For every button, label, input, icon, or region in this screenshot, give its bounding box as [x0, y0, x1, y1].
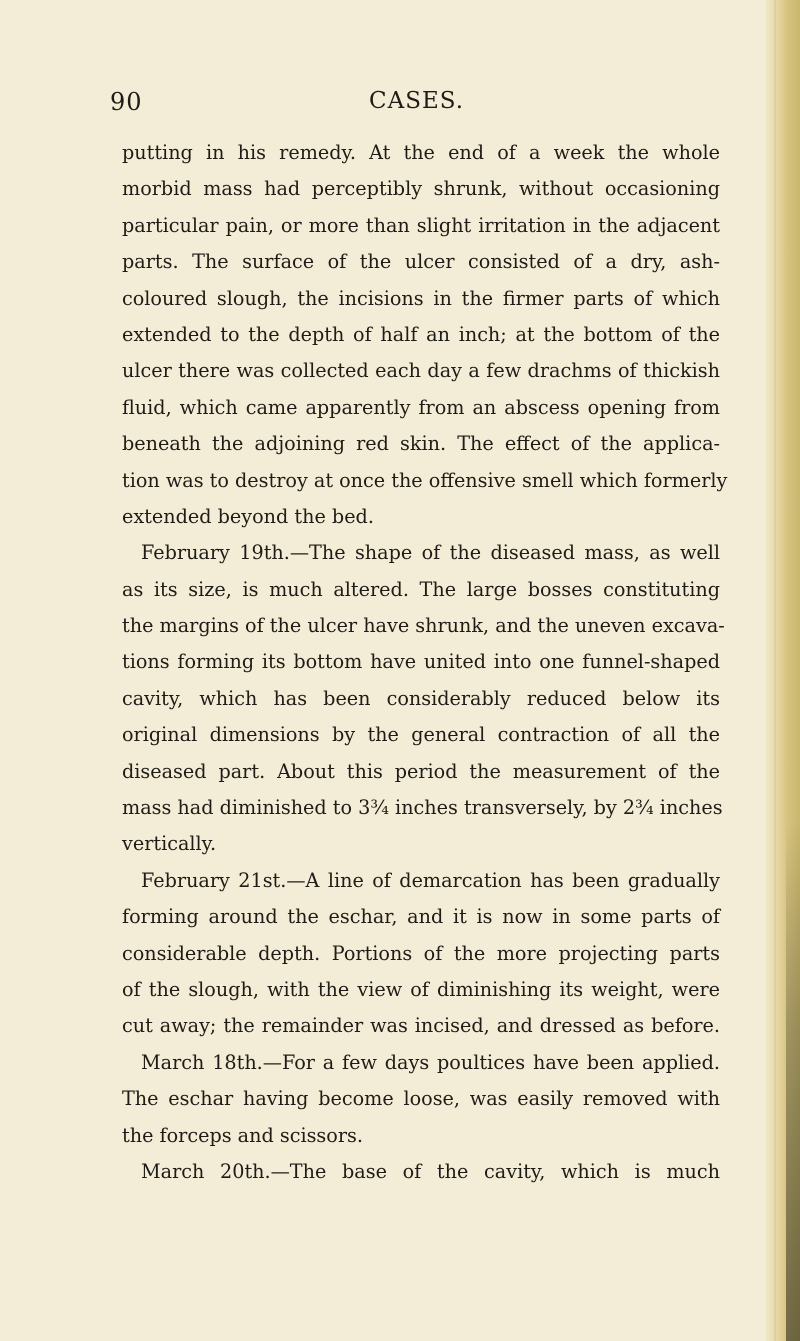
text-line: the margins of the ulcer have shrunk, and the uneven excava-: [122, 614, 725, 638]
text-line: February 21st.—A line of demarcation has been gradually: [141, 868, 720, 892]
running-head: CASES.: [369, 88, 465, 114]
text-line: March 18th.—For a few days poultices have been applied.: [141, 1050, 720, 1074]
text-line: tion was to destroy at once the offensive smell which formerly: [122, 468, 728, 492]
text-line: particular pain, or more than slight irritation in the adjacent: [122, 213, 720, 237]
page-number: 90: [110, 88, 143, 116]
text-line: March 20th.—The base of the cavity, which is much: [141, 1159, 720, 1183]
text-line: mass had diminished to 3¾ inches transversely, by 2¾ inches: [122, 796, 723, 820]
text-line: beneath the adjoining red skin. The effect of the applica-: [122, 432, 720, 456]
text-line: coloured slough, the incisions in the firmer parts of which: [122, 286, 720, 310]
text-line: putting in his remedy. At the end of a week the whole: [122, 141, 720, 164]
text-line: extended to the depth of half an inch; at the bottom of the: [122, 322, 720, 346]
text-line: The eschar having become loose, was easily removed with: [122, 1087, 720, 1111]
page-header: [0, 88, 800, 118]
body-text: [122, 135, 728, 1190]
text-line: diseased part. About this period the measurement of the: [122, 759, 720, 783]
text-line: ulcer there was collected each day a few drachms of thickish: [122, 359, 720, 383]
text-line: considerable depth. Portions of the more projecting parts: [122, 941, 720, 965]
text-line: extended beyond the bed.: [122, 504, 374, 528]
text-line: February 19th.—The shape of the diseased mass, as well: [141, 541, 720, 565]
text-line: tions forming its bottom have united into one funnel-shaped: [122, 650, 720, 674]
text-line: forming around the eschar, and it is now in some parts of: [122, 905, 720, 929]
text-line: of the slough, with the view of diminishing its weight, were: [122, 977, 720, 1001]
text-line: parts. The surface of the ulcer consisted of a dry, ash-: [122, 250, 720, 274]
text-line: fluid, which came apparently from an abscess opening from: [122, 395, 720, 419]
text-line: cut away; the remainder was incised, and dressed as before.: [122, 1014, 720, 1038]
text-line: vertically.: [122, 832, 217, 856]
text-line: original dimensions by the general contraction of all the: [122, 723, 720, 747]
text-line: the forceps and scissors.: [122, 1123, 363, 1147]
page-edge-shadow: [766, 0, 800, 1341]
text-line: cavity, which has been considerably reduced below its: [122, 686, 720, 710]
text-line: as its size, is much altered. The large bosses constituting: [122, 577, 720, 601]
text-line: morbid mass had perceptibly shrunk, without occasioning: [122, 177, 720, 201]
